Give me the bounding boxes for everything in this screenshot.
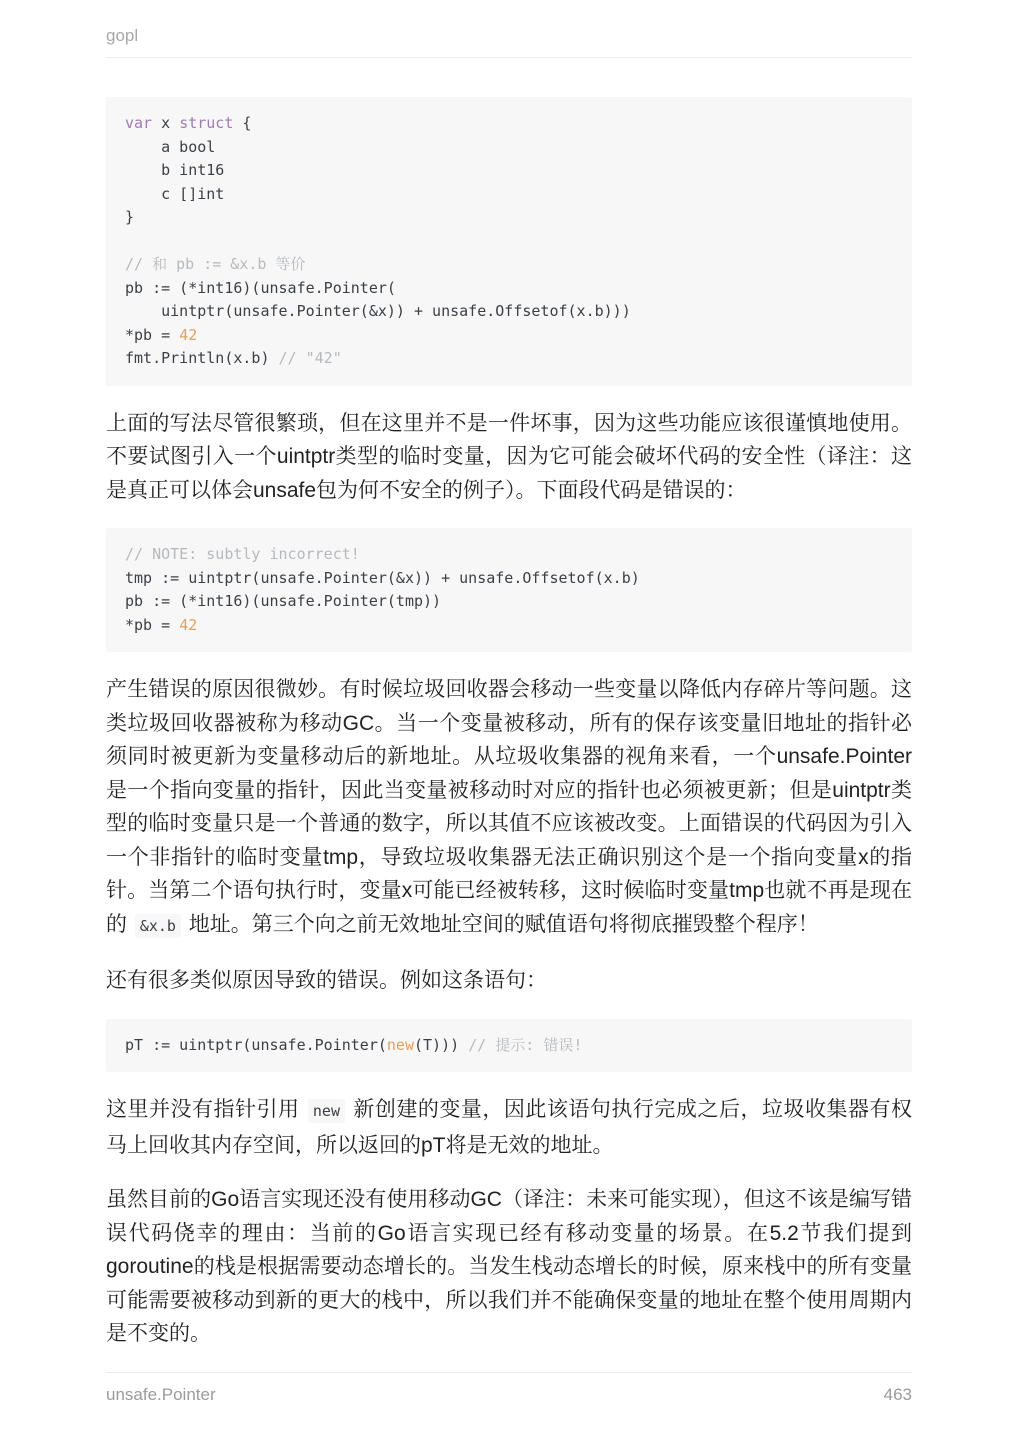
page-footer bbox=[106, 1372, 912, 1440]
paragraph-new-variable: 这里并没有指针引用 new 新创建的变量，因此该语句执行完成之后，垃圾收集器有权马上回收其内存空间，所以返回的pT将是无效的地址。 bbox=[106, 1098, 912, 1157]
page-header bbox=[106, 0, 912, 58]
code-token-n: 42 bbox=[179, 325, 198, 344]
paragraph-intro-warning: 上面的写法尽管很繁琐，但在这里并不是一件坏事，因为这些功能应该很谨慎地使用。不要试图引入一个uintptr类型的临时变量，因为它可能会破坏代码的安全性（译注：这是真正可以体会unsafe包为何不安全的例子）。下面段代码是错误的： bbox=[106, 411, 912, 502]
inline-code: new bbox=[308, 1099, 345, 1123]
code-token-c: // NOTE: subtly incorrect! bbox=[125, 545, 360, 563]
code-token-n: new bbox=[386, 1035, 414, 1054]
paragraph-moving-gc: 虽然目前的Go语言实现还没有使用移动GC（译注：未来可能实现），但这不该是编写错误代码侥幸的理由：当前的Go语言实现已经有移动变量的场景。在5.2节我们提到goroutine的栈是根据需要动态增长的。当发生栈动态增长的时候，原来栈中的所有变量可能需要被移动到新的更大的栈中，所以我们并不能确保变量的地址在整个使用周期内是不变的。 bbox=[106, 1188, 912, 1345]
inline-code: &x.b bbox=[135, 914, 181, 938]
footer-section-title: unsafe.Pointer bbox=[106, 1385, 216, 1404]
code-token-c: // 提示: 错误! bbox=[468, 1035, 583, 1054]
code-block-pt-error: pT := uintptr(unsafe.Pointer(new(T))) // 提示: 错误! bbox=[106, 1019, 912, 1073]
book-title: gopl bbox=[106, 26, 139, 45]
code-token-c: // 和 pb := &x.b 等价 bbox=[125, 255, 306, 273]
content bbox=[106, 97, 912, 1351]
paragraph-gc-explanation: 产生错误的原因很微妙。有时候垃圾回收器会移动一些变量以降低内存碎片等问题。这类垃圾回收器被称为移动GC。当一个变量被移动，所有的保存该变量旧地址的指针必须同时被更新为变量移动后的新地址。从垃圾收集器的视角来看，一个unsafe.Pointer是一个指向变量的指针，因此当变量被移动时对应的指针也必须被更新；但是uintptr类型的临时变量只是一个普通的数字，所以其值不应该被改变。上面错误的代码因为引入一个非指针的临时变量tmp，导致垃圾收集器无法正确识别这个是一个指向变量x的指针。当第二个语句执行时，变量x可能已经被转移，这时候临时变量tmp也就不再是现在的 &x.b 地址。第三个向之前无效地址空间的赋值语句将彻底摧毁整个程序！ bbox=[106, 678, 912, 936]
code-token-n: 42 bbox=[179, 615, 198, 634]
code-token-k: struct bbox=[179, 114, 234, 132]
paragraph-more-errors: 还有很多类似原因导致的错误。例如这条语句： bbox=[106, 969, 547, 992]
code-token-c: // "42" bbox=[278, 349, 342, 367]
footer-page-number: 463 bbox=[883, 1385, 912, 1404]
code-token-k: var bbox=[125, 114, 153, 132]
code-block-struct-pb: var x struct { a bool b int16 c []int } // 和 pb := &x.b 等价 pb := (*int16)(unsafe.Pointer( uintptr(unsafe.Pointer(&x)) + unsafe.Offsetof(x.b))) *pb = 42 fmt.Println(x.b) // "42" bbox=[106, 97, 912, 386]
code-block-subtly-incorrect: // NOTE: subtly incorrect! tmp := uintptr(unsafe.Pointer(&x)) + unsafe.Offsetof(x.b) pb := (*int16)(unsafe.Pointer(tmp)) *pb = 42 bbox=[106, 528, 912, 652]
